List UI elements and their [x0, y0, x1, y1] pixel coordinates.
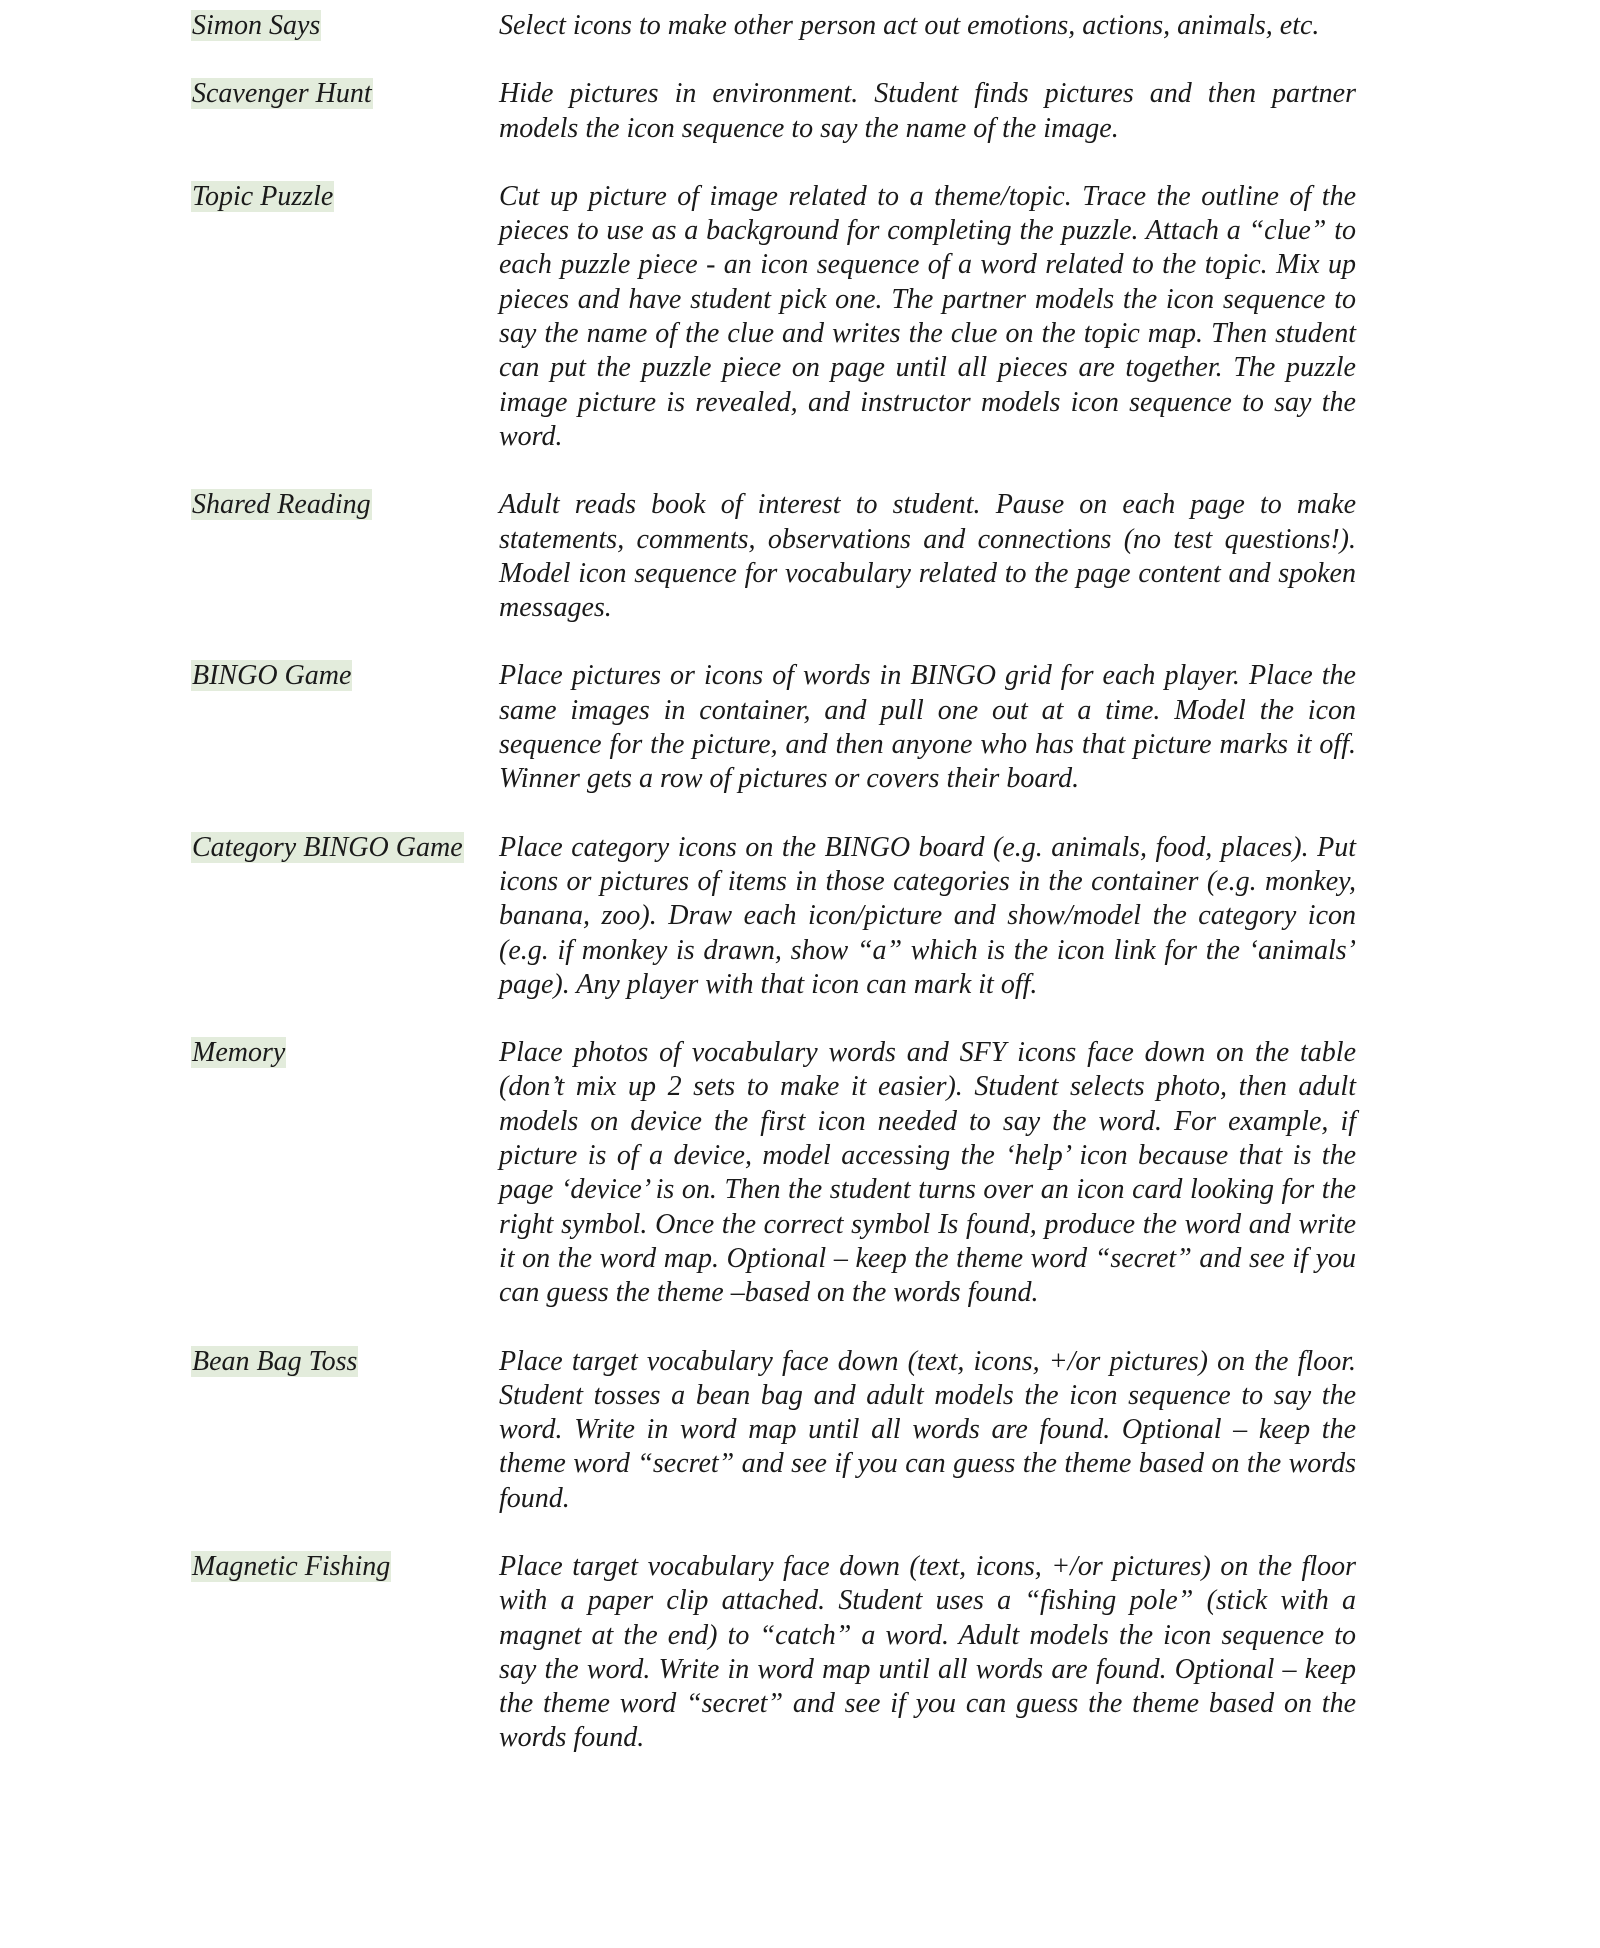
- activity-row-topic-puzzle: [191, 180, 1356, 454]
- activity-description: Place category icons on the BINGO board (e.g. animals, food, places). Put icons or pictures of items in those categories in the container (e.g. monkey, banana, zoo). Draw each icon/picture and show/model the category icon (e.g. if monkey is drawn, show “a” which is the icon link for the ‘animals’ page). Any player with that icon can mark it off.: [499, 831, 1356, 1000]
- activity-description: Adult reads book of interest to student. Pause on each page to make statements, comments, observations and connections (no test questions!). Model icon sequence for vocabulary related to the page content and spoken messages.: [499, 489, 1356, 624]
- activity-row-bean-bag-toss: [191, 1345, 1356, 1516]
- activity-description: Place pictures or icons of words in BINGO grid for each player. Place the same images in container, and pull one out at a time. Model the icon sequence for the picture, and then anyone who has that picture marks it off. Winner gets a row of pictures or covers their board.: [499, 660, 1356, 795]
- activity-name: Memory: [192, 1037, 286, 1069]
- activity-name: Scavenger Hunt: [192, 78, 372, 110]
- activity-name: Magnetic Fishing: [192, 1550, 391, 1582]
- activity-name: BINGO Game: [192, 660, 352, 692]
- activity-row-scavenger-hunt: [191, 77, 1356, 146]
- activity-description: Select icons to make other person act out emotions, actions, animals, etc.: [499, 10, 1320, 41]
- activity-row-shared-reading: [191, 488, 1356, 625]
- activity-name: Simon Says: [192, 10, 321, 41]
- activity-row-simon-says: [191, 9, 1356, 43]
- activity-description: Cut up picture of image related to a theme/topic. Trace the outline of the pieces to use as a background for completing the puzzle. Attach a “clue” to each puzzle piece - an icon sequence of a word related to the topic. Mix up pieces and have student pick one. The partner models the icon sequence to say the name of the clue and writes the clue on the topic map. Then student can put the puzzle piece on page until all pieces are together. The puzzle image picture is revealed, and instructor models icon sequence to say the word.: [499, 180, 1356, 452]
- activity-name: Bean Bag Toss: [192, 1345, 358, 1377]
- activity-name: Topic Puzzle: [192, 180, 334, 212]
- activity-description: Place target vocabulary face down (text, icons, +/or pictures) on the floor with a paper clip attached. Student uses a “fishing pole” (stick with a magnet at the end) to “catch” a word. Adult models the icon sequence to say the word. Write in word map until all words are found. Optional – keep the theme word “secret” and see if you can guess the theme based on the words found.: [499, 1550, 1356, 1754]
- activity-row-magnetic-fishing: [191, 1550, 1356, 1756]
- activity-description: Place target vocabulary face down (text, icons, +/or pictures) on the floor. Student tosses a bean bag and adult models the icon sequence to say the word. Write in word map until all words are found. Optional – keep the theme word “secret” and see if you can guess the theme based on the words found.: [499, 1345, 1356, 1514]
- activity-description: Hide pictures in environment. Student finds pictures and then partner models the icon sequence to say the name of the image.: [499, 78, 1356, 144]
- activity-row-category-bingo-game: [191, 831, 1356, 1002]
- activity-name: Category BINGO Game: [192, 831, 463, 863]
- activity-name: Shared Reading: [192, 489, 371, 521]
- activity-row-memory: [191, 1036, 1356, 1310]
- activity-list: [191, 9, 1356, 1790]
- activity-description: Place photos of vocabulary words and SFY icons face down on the table (don’t mix up 2 sets to make it easier). Student selects photo, then adult models on device the first icon needed to say the word. For example, if picture is of a device, model accessing the ‘help’ icon because that is the page ‘device’ is on. Then the student turns over an icon card looking for the right symbol. Once the correct symbol Is found, produce the word and write it on the word map. Optional – keep the theme word “secret” and see if you can guess the theme –based on the words found.: [499, 1037, 1356, 1309]
- activity-row-bingo-game: [191, 659, 1356, 796]
